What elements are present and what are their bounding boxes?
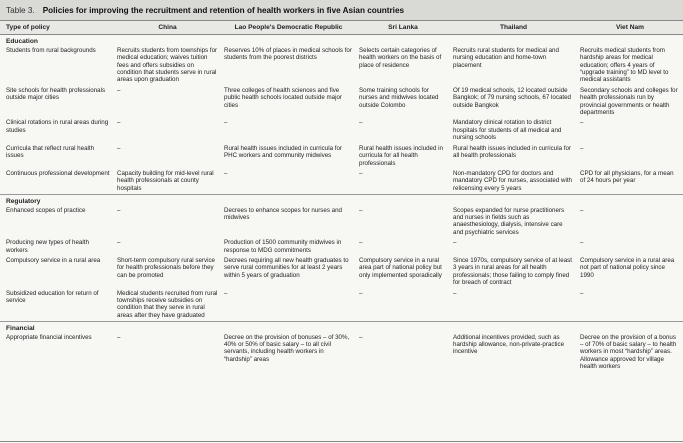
column-header: Type of policy <box>0 21 114 35</box>
table-cell: Compulsory service in a rural area not part of national policy since 1990 <box>580 256 675 279</box>
table-cell: – <box>117 86 121 94</box>
table-cell: – <box>117 144 121 152</box>
policy-type-cell: Producing new types of health workers <box>6 239 89 254</box>
table-cell: Rural health issues included in curricula for PHC workers and community midwives <box>224 144 342 160</box>
table-cell: Capacity building for mid-level rural health professionals at county hospitals <box>117 169 214 192</box>
table-cell: Some training schools for nurses and midwives located outside Colombo <box>359 86 439 109</box>
table-cell: – <box>117 239 121 247</box>
table-cell: Decrees requiring all new health graduates to serve rural communities for at least 2 years within 5 years of graduation <box>224 256 349 279</box>
bottom-rule <box>0 441 683 442</box>
table-cell: Secondary schools and colleges for health professionals run by provincial governments or health departments <box>580 86 678 117</box>
table-row <box>0 169 683 195</box>
section-row <box>0 35 683 46</box>
table-cell: Rural health issues included in curricula for all health professionals <box>359 144 443 167</box>
table-cell: – <box>224 119 228 127</box>
table-cell: Decree on the provision of bonuses – of 30%, 40% or 50% of basic salary – to all civil servants, including health workers in “hardship” areas <box>224 333 350 363</box>
column-header: Thailand <box>450 21 577 35</box>
table-cell: – <box>117 119 121 127</box>
table-cell: Decrees to enhance scopes for nurses and midwives <box>224 206 342 221</box>
table-cell: – <box>359 169 363 177</box>
table-cell: – <box>580 239 584 247</box>
policy-type-cell: Subsidized education for return of service <box>6 289 99 304</box>
table-cell: – <box>117 206 121 214</box>
table-cell: CPD for all physicians, for a mean of 24 hours per year <box>580 169 674 185</box>
table-cell: Additional incentives provided, such as hardship allowance, non-private-practice incentive <box>453 333 565 356</box>
table-cell: – <box>580 289 584 297</box>
column-header: Viet Nam <box>577 21 683 35</box>
table-cell: – <box>580 206 584 214</box>
table-row <box>0 46 683 86</box>
policy-table <box>0 20 683 373</box>
table-row <box>0 144 683 169</box>
section-row <box>0 322 683 333</box>
table-header-row <box>0 21 683 35</box>
table-row <box>0 256 683 289</box>
table-cell: – <box>224 289 228 297</box>
table-cell: – <box>453 289 457 297</box>
section-heading: Financial <box>0 322 683 333</box>
table-cell: Scopes expanded for nurse practitioners and nurses in fields such as anaesthesiology, dialysis, intensive care and psychiatric services <box>453 206 565 236</box>
policy-type-cell: Clinical rotations in rural areas during studies <box>6 119 109 134</box>
policy-type-cell: Appropriate financial incentives <box>6 333 92 341</box>
table-cell: – <box>453 239 457 247</box>
table-cell: Decree on the provision of a bonus – of 70% of basic salary – to health workers in most “hardship” areas. Allowance approved for village health workers <box>580 333 677 371</box>
table-cell: Selects certain categories of health workers on the basis of place of residence <box>359 46 442 69</box>
section-heading: Education <box>6 38 38 46</box>
policy-type-cell: Compulsory service in a rural area <box>6 256 101 264</box>
policy-type-cell: Enhanced scopes of practice <box>6 206 86 214</box>
table-row <box>0 86 683 119</box>
table-cell: Mandatory clinical rotation to district hospitals for students of all medical and nursing schools <box>453 119 562 142</box>
table-cell: Three colleges of health sciences and five public health schools located outside major cities <box>224 86 342 109</box>
table-cell: – <box>580 144 584 152</box>
table-number: Table 3. <box>6 5 35 15</box>
table-cell: Short-term compulsory rural service for health professionals before they can be promoted <box>117 256 215 279</box>
table-row <box>0 238 683 256</box>
policy-type-cell: Continuous professional development <box>6 169 110 177</box>
section-row <box>0 195 683 206</box>
section-heading: Regulatory <box>0 195 683 206</box>
table-cell: Rural health issues included in curricula for all health professionals <box>453 144 571 160</box>
table-cell: Recruits medical students from hardship areas for medical education; offers 4 years of “upgrade training” to MD level to medical assistants <box>580 46 669 84</box>
table-row <box>0 289 683 322</box>
table-caption <box>0 0 683 20</box>
table-cell: Production of 1500 community midwives in response to MDG commitments <box>224 239 342 254</box>
table-row <box>0 206 683 239</box>
column-header: Sri Lanka <box>356 21 450 35</box>
table-cell: – <box>359 239 363 247</box>
table-cell: – <box>580 119 584 127</box>
table-row <box>0 333 683 373</box>
table-cell: Non-mandatory CPD for doctors and mandatory CPD for nurses, associated with relicensing every 5 years <box>453 169 572 192</box>
table-cell: Compulsory service in a rural area part of national policy but only implemented sporadically <box>359 256 442 279</box>
table-cell: Medical students recruited from rural townships receive subsidies on condition that they serve in rural areas after they have graduated <box>117 289 218 319</box>
table-cell: – <box>359 206 363 214</box>
table-row <box>0 118 683 143</box>
table-cell: – <box>117 333 121 341</box>
column-header: China <box>114 21 221 35</box>
table-body <box>0 35 683 373</box>
table-cell: Since 1970s, compulsory service of at least 3 years in rural areas for all health professionals; those failing to comply fined for breach of contract <box>453 256 572 287</box>
table-cell: – <box>359 333 363 341</box>
table-cell: – <box>359 289 363 297</box>
table-cell: Reserves 10% of places in medical schools for students from the poorest districts <box>224 46 352 62</box>
table-cell: Of 19 medical schools, 12 located outside Bangkok; of 79 nursing schools, 67 located outside Bangkok <box>453 86 571 109</box>
policy-type-cell: Curricula that reflect rural health issues <box>6 144 95 160</box>
policy-type-cell: Site schools for health professionals outside major cities <box>6 86 106 102</box>
column-header: Lao People's Democratic Republic <box>221 21 356 35</box>
table-cell: Recruits rural students for medical and nursing education and home-town placement <box>453 46 559 69</box>
table-title: Policies for improving the recruitment and retention of health workers in five Asian countries <box>42 5 405 15</box>
table-cell: – <box>359 119 363 127</box>
table-cell: – <box>224 169 228 177</box>
policy-type-cell: Students from rural backgrounds <box>6 46 96 54</box>
table-cell: Recruits students from townships for medical education; waives tuition fees and offers subsidies on condition that students serve in rural areas upon graduation <box>117 46 218 84</box>
